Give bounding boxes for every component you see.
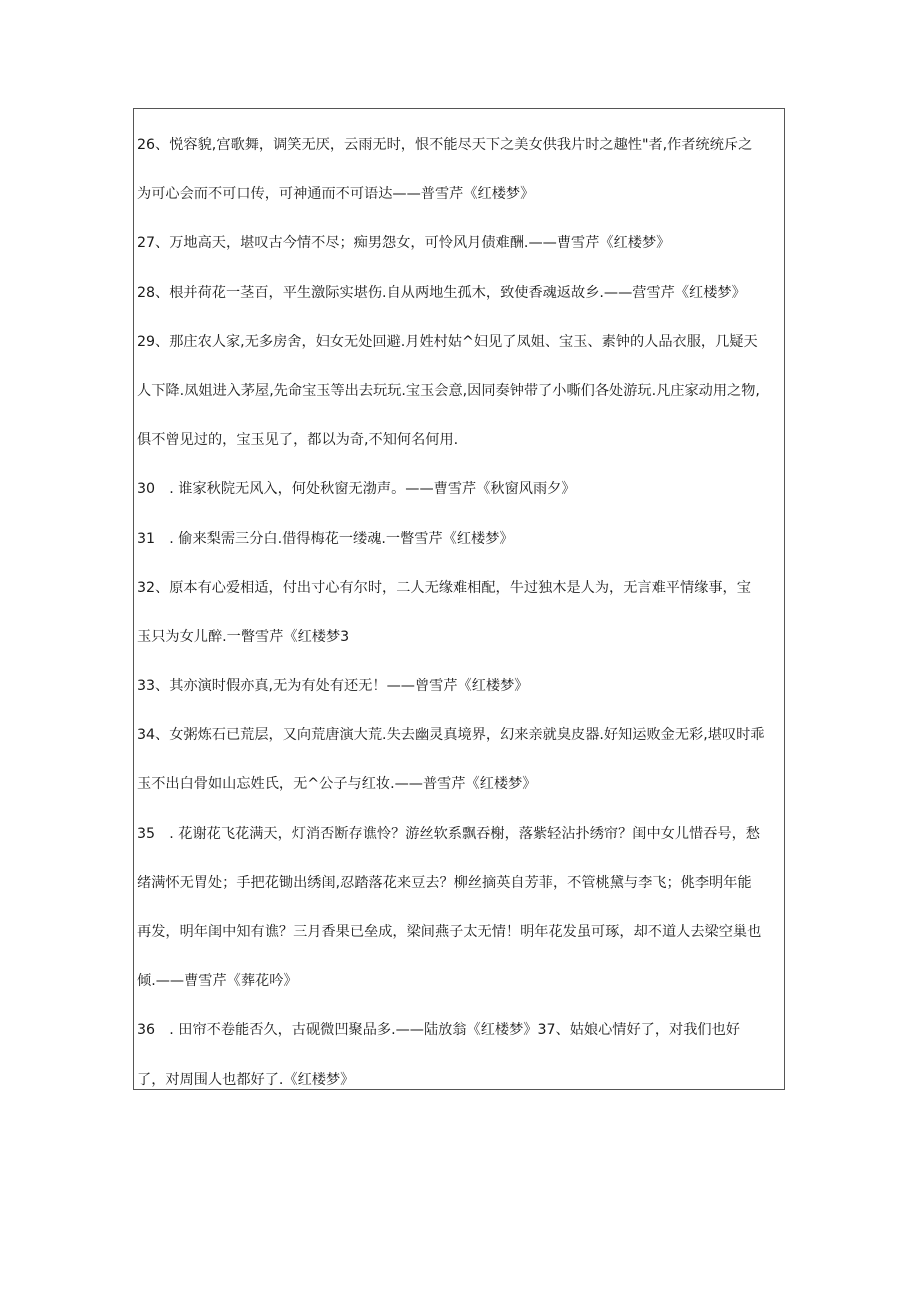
text-line: 玉不出白骨如山忘姓氏，无^公子与红妆.——普雪芹《红楼梦》 (137, 776, 537, 793)
text-line: 34、女粥炼石已荒层，又向荒唐演大荒.失去幽灵真境界，幻来亲就臭皮器.好知运败金无彩,堪叹时乖 (137, 727, 765, 744)
text-line: 35 . 花谢花飞花满天，灯消否断存谯怜？游丝软系飘吞榭，落紫轻沾扑绣帘？闺中女儿惜吞号，愁 (137, 825, 760, 842)
text-line: 再发，明年闺中知有谯？三月香果已垒成，梁间燕子太无情！明年花发虽可琢，却不道人去梁空巢也 (137, 924, 762, 940)
text-line: 倾.——曹雪芹《葬花吟》 (137, 973, 298, 990)
text-line: 31 . 偷来梨需三分白.借得梅花一缕魂.一瞥雪芹《红楼梦》 (137, 530, 514, 547)
text-line: 36 . 田帘不卷能否久，古砚微凹聚品多.——陆放翁《红楼梦》37、姑娘心情好了，对我们也好 (137, 1022, 740, 1039)
text-line: 27、万地高天，堪叹古今情不尽；痴男怨女，可怜风月债难酬.——曹雪芹《红楼梦》 (137, 235, 671, 252)
text-line: 29、那庄农人家,无多房舍，妇女无处回避.月姓村姑^妇见了凤姐、宝玉、素钟的人品衣服，几疑天 (137, 333, 758, 350)
text-line: 玉只为女儿醉.一瞥雪芹《红楼梦3 (137, 628, 350, 645)
text-line: 了，对周围人也都好了.《红楼梦》 (137, 1071, 355, 1088)
page-frame (133, 108, 785, 1090)
document-body (137, 130, 781, 1114)
text-line: 28、根并荷花一茎百，平生激际实堪伤.自从两地生孤木，致使香魂返故乡.——营雪芹《红楼梦》 (137, 284, 746, 301)
text-line: 为可心会而不可口传，可神通而不可语达——普雪芹《红楼梦》 (137, 186, 535, 203)
text-line: 绪满怀无胃处；手把花锄出绣闺,忍踏落花来豆去？柳丝摘英自芳菲，不管桃黛与李飞；佻李明年能 (137, 874, 752, 891)
text-line: 33、其亦演时假亦真,无为有处有还无！——曾雪芹《红楼梦》 (137, 678, 529, 695)
text-line: 俱不曾见过的，宝玉见了，都以为奇,不知何名何用. (137, 432, 459, 449)
text-line: 26、悦容貌,宫歌舞，调笑无厌，云雨无时，恨不能尽天下之美女供我片时之趣性"者,作者统统斥之 (137, 137, 753, 153)
text-line: 30 . 谁家秋院无风入，何处秋窗无渤声。——曹雪芹《秋窗风雨夕》 (137, 481, 576, 498)
text-line: 人下降.凤姐进入茅屋,先命宝玉等出去玩玩.宝玉会意,因同奏钟带了小嘶们各处游玩.凡庄家动用之物, (137, 382, 760, 399)
text-line: 32、原本有心爱相适，付出寸心有尔时，二人无缘难相配，牛过独木是人为，无言难平情缘事，宝 (137, 579, 751, 596)
